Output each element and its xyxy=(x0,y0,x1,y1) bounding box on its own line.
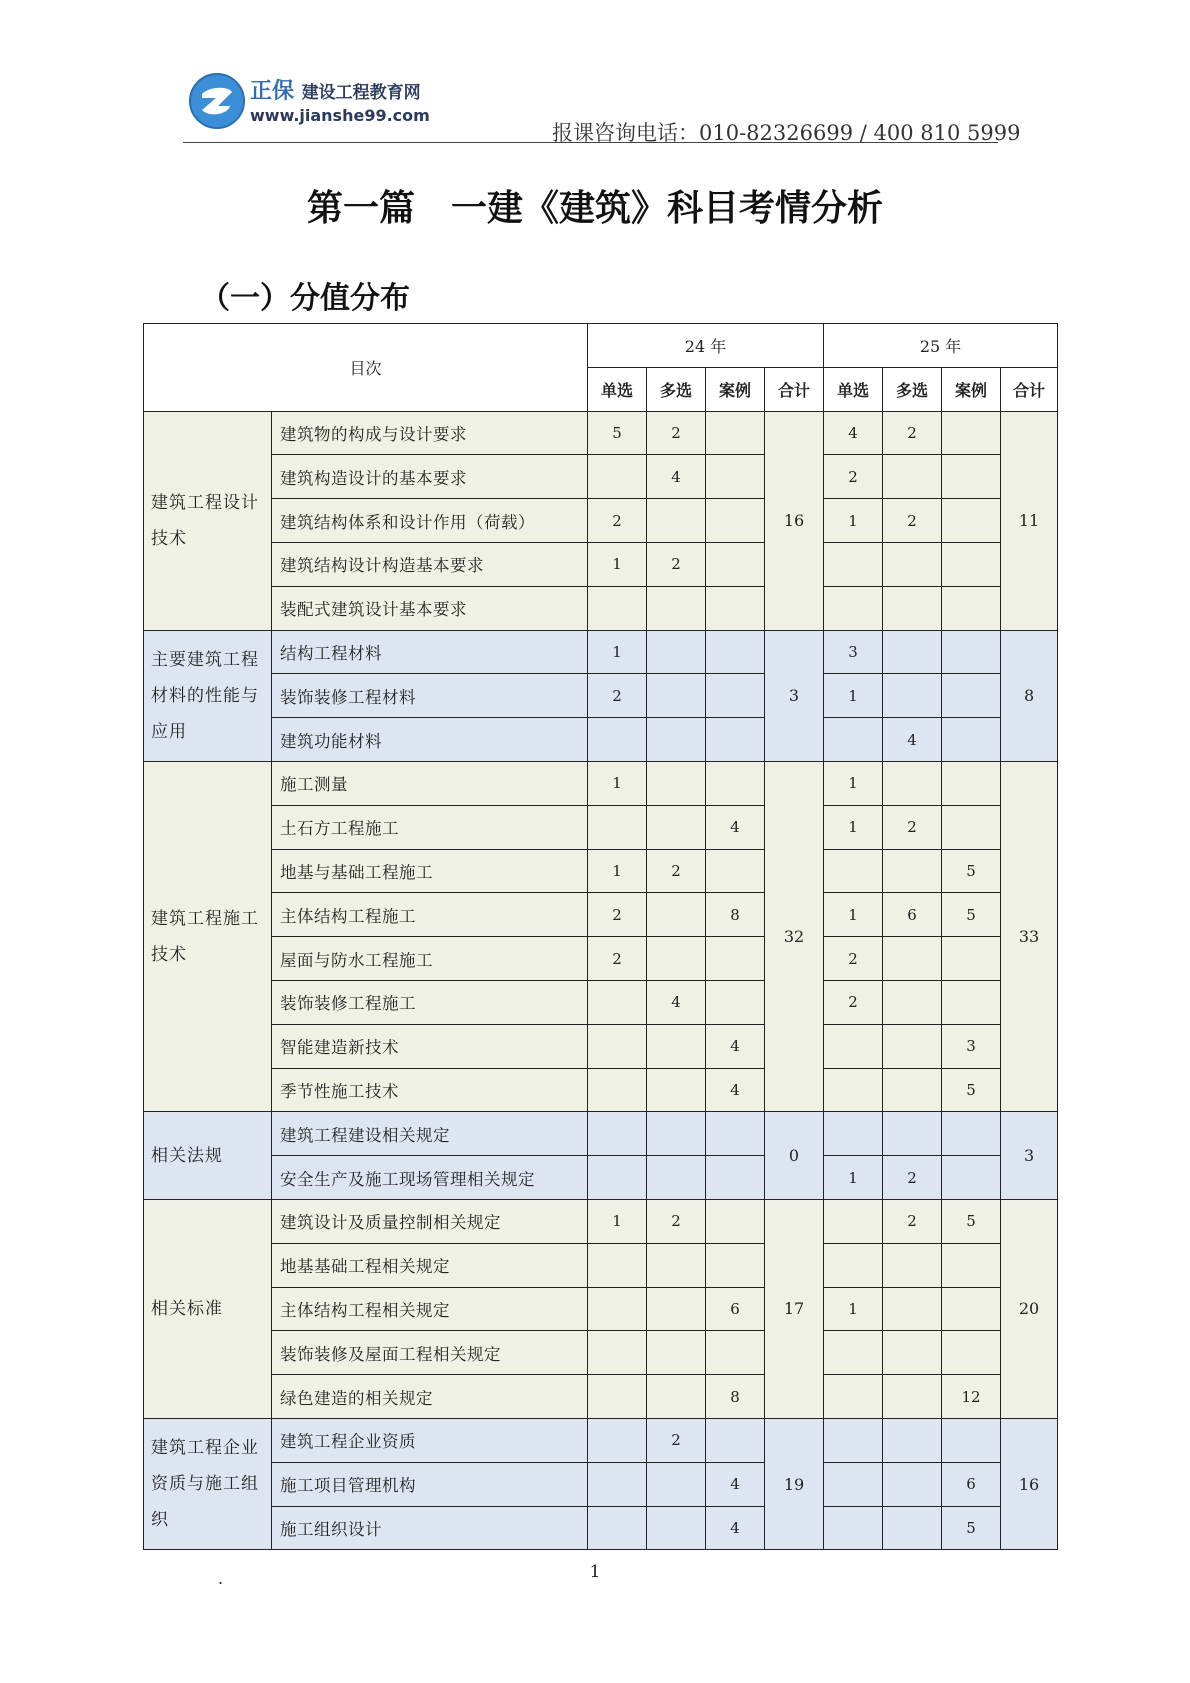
score-24-single: 5 xyxy=(588,411,647,455)
score-24-case xyxy=(706,1243,765,1287)
category-cell: 建筑工程施工技术 xyxy=(144,761,272,1111)
total-24-cell: 32 xyxy=(765,761,824,1111)
score-25-multi xyxy=(883,674,942,718)
score-24-multi xyxy=(647,1156,706,1200)
score-25-multi: 2 xyxy=(883,805,942,849)
score-25-multi xyxy=(883,1506,942,1550)
score-25-single xyxy=(824,1199,883,1243)
table-row xyxy=(144,586,1058,630)
score-24-single xyxy=(588,1024,647,1068)
score-24-case xyxy=(706,586,765,630)
item-cell: 装饰装修工程施工 xyxy=(272,980,588,1024)
item-cell: 绿色建造的相关规定 xyxy=(272,1375,588,1419)
score-25-case xyxy=(942,718,1001,762)
score-24-single: 2 xyxy=(588,674,647,718)
category-cell: 主要建筑工程材料的性能与应用 xyxy=(144,630,272,761)
logo-swirl-icon xyxy=(188,72,246,130)
score-24-case xyxy=(706,718,765,762)
score-25-case xyxy=(942,980,1001,1024)
item-cell: 结构工程材料 xyxy=(272,630,588,674)
logo-name xyxy=(250,74,421,105)
table-row xyxy=(144,937,1058,981)
score-25-case: 3 xyxy=(942,1024,1001,1068)
score-24-single xyxy=(588,1156,647,1200)
table-row xyxy=(144,805,1058,849)
score-24-case: 4 xyxy=(706,1068,765,1112)
category-cell: 相关法规 xyxy=(144,1112,272,1200)
logo-url: www.jianshe99.com xyxy=(250,106,430,125)
table-row xyxy=(144,893,1058,937)
total-24-cell: 3 xyxy=(765,630,824,761)
score-25-single: 1 xyxy=(824,674,883,718)
item-cell: 建筑物的构成与设计要求 xyxy=(272,411,588,455)
table-row xyxy=(144,1112,1058,1156)
score-24-multi xyxy=(647,1024,706,1068)
consult-phone: 报课咨询电话：010-82326699 / 400 810 5999 xyxy=(552,121,1021,145)
score-24-case: 8 xyxy=(706,893,765,937)
score-24-multi: 4 xyxy=(647,980,706,1024)
score-25-single xyxy=(824,1068,883,1112)
score-24-case: 4 xyxy=(706,1024,765,1068)
score-24-single xyxy=(588,1112,647,1156)
table-row xyxy=(144,1287,1058,1331)
score-25-case xyxy=(942,542,1001,586)
table-row xyxy=(144,980,1058,1024)
score-25-multi xyxy=(883,455,942,499)
score-25-single: 3 xyxy=(824,630,883,674)
item-cell: 建筑构造设计的基本要求 xyxy=(272,455,588,499)
footer-dot: . xyxy=(218,1569,224,1588)
score-25-multi xyxy=(883,586,942,630)
score-24-single xyxy=(588,1243,647,1287)
table-row xyxy=(144,1243,1058,1287)
score-24-single xyxy=(588,1462,647,1506)
item-cell: 智能建造新技术 xyxy=(272,1024,588,1068)
score-24-multi xyxy=(647,1331,706,1375)
total-25-cell: 20 xyxy=(1001,1199,1058,1418)
table-row xyxy=(144,674,1058,718)
score-24-single: 1 xyxy=(588,1199,647,1243)
score-25-case xyxy=(942,674,1001,718)
score-25-case xyxy=(942,586,1001,630)
score-25-multi xyxy=(883,761,942,805)
score-24-multi xyxy=(647,718,706,762)
score-25-multi: 4 xyxy=(883,718,942,762)
header-year-25: 25 年 xyxy=(824,324,1058,368)
score-25-case xyxy=(942,630,1001,674)
header-single-24: 单选 xyxy=(588,367,647,411)
item-cell: 土石方工程施工 xyxy=(272,805,588,849)
item-cell: 建筑结构设计构造基本要求 xyxy=(272,542,588,586)
score-25-multi xyxy=(883,1375,942,1419)
score-24-multi: 2 xyxy=(647,1418,706,1462)
total-25-cell: 8 xyxy=(1001,630,1058,761)
logo-brand: 正保 xyxy=(250,79,295,104)
item-cell: 建筑功能材料 xyxy=(272,718,588,762)
header-single-25: 单选 xyxy=(824,367,883,411)
score-25-case xyxy=(942,1331,1001,1375)
score-24-case xyxy=(706,499,765,543)
score-24-case: 4 xyxy=(706,1462,765,1506)
score-24-case xyxy=(706,849,765,893)
score-25-single xyxy=(824,1112,883,1156)
score-24-single xyxy=(588,805,647,849)
table-row xyxy=(144,1462,1058,1506)
item-cell: 安全生产及施工现场管理相关规定 xyxy=(272,1156,588,1200)
score-24-case xyxy=(706,674,765,718)
table-row xyxy=(144,718,1058,762)
score-24-case xyxy=(706,937,765,981)
score-table-body xyxy=(144,411,1058,1550)
total-24-cell: 0 xyxy=(765,1112,824,1200)
score-24-multi xyxy=(647,630,706,674)
score-24-single xyxy=(588,1418,647,1462)
score-24-single: 2 xyxy=(588,893,647,937)
score-24-case xyxy=(706,1331,765,1375)
score-24-case xyxy=(706,1418,765,1462)
score-24-single: 1 xyxy=(588,542,647,586)
score-25-case xyxy=(942,1243,1001,1287)
score-24-single xyxy=(588,980,647,1024)
score-25-single: 1 xyxy=(824,805,883,849)
header-divider xyxy=(183,142,998,143)
item-cell: 施工项目管理机构 xyxy=(272,1462,588,1506)
score-24-multi xyxy=(647,893,706,937)
score-24-multi xyxy=(647,1506,706,1550)
header-case-24: 案例 xyxy=(706,367,765,411)
score-25-case xyxy=(942,455,1001,499)
score-25-single xyxy=(824,1418,883,1462)
category-cell: 建筑工程企业资质与施工组织 xyxy=(144,1418,272,1549)
score-24-single xyxy=(588,1331,647,1375)
score-24-multi: 2 xyxy=(647,849,706,893)
score-24-case: 6 xyxy=(706,1287,765,1331)
score-25-case xyxy=(942,761,1001,805)
brand-logo xyxy=(188,70,488,140)
table-row xyxy=(144,1156,1058,1200)
header-multi-25: 多选 xyxy=(883,367,942,411)
score-25-multi xyxy=(883,630,942,674)
table-row xyxy=(144,1199,1058,1243)
table-row xyxy=(144,630,1058,674)
score-24-multi xyxy=(647,1112,706,1156)
item-cell: 装饰装修工程材料 xyxy=(272,674,588,718)
score-24-multi xyxy=(647,761,706,805)
score-25-case xyxy=(942,805,1001,849)
total-25-cell: 3 xyxy=(1001,1112,1058,1200)
score-25-single: 1 xyxy=(824,1156,883,1200)
score-24-multi xyxy=(647,1068,706,1112)
table-row xyxy=(144,411,1058,455)
total-25-cell: 16 xyxy=(1001,1418,1058,1549)
score-24-single xyxy=(588,1287,647,1331)
score-24-case xyxy=(706,1156,765,1200)
score-24-single: 1 xyxy=(588,849,647,893)
score-25-multi: 2 xyxy=(883,1156,942,1200)
score-25-case: 5 xyxy=(942,849,1001,893)
section-title: （一）分值分布 xyxy=(200,281,410,316)
score-24-case: 8 xyxy=(706,1375,765,1419)
item-cell: 地基基础工程相关规定 xyxy=(272,1243,588,1287)
score-25-single xyxy=(824,849,883,893)
score-24-multi xyxy=(647,1243,706,1287)
item-cell: 建筑工程企业资质 xyxy=(272,1418,588,1462)
score-25-multi xyxy=(883,1243,942,1287)
item-cell: 装配式建筑设计基本要求 xyxy=(272,586,588,630)
table-row xyxy=(144,1068,1058,1112)
item-cell: 地基与基础工程施工 xyxy=(272,849,588,893)
score-25-single xyxy=(824,1331,883,1375)
score-25-multi: 2 xyxy=(883,411,942,455)
score-24-multi: 2 xyxy=(647,411,706,455)
score-25-case: 5 xyxy=(942,1199,1001,1243)
score-24-multi xyxy=(647,1287,706,1331)
score-25-multi xyxy=(883,1331,942,1375)
table-row xyxy=(144,1418,1058,1462)
score-24-case xyxy=(706,455,765,499)
score-25-single: 1 xyxy=(824,1287,883,1331)
header-multi-24: 多选 xyxy=(647,367,706,411)
score-24-case xyxy=(706,630,765,674)
score-25-multi xyxy=(883,1068,942,1112)
score-25-case xyxy=(942,1418,1001,1462)
score-24-single xyxy=(588,455,647,499)
score-24-single: 2 xyxy=(588,937,647,981)
header-total-24: 合计 xyxy=(765,367,824,411)
total-25-cell: 33 xyxy=(1001,761,1058,1111)
page-number: 1 xyxy=(589,1562,601,1582)
item-cell: 装饰装修及屋面工程相关规定 xyxy=(272,1331,588,1375)
score-24-case xyxy=(706,980,765,1024)
score-24-case xyxy=(706,1112,765,1156)
score-24-single: 2 xyxy=(588,499,647,543)
category-cell: 建筑工程设计技术 xyxy=(144,411,272,630)
score-24-single xyxy=(588,1506,647,1550)
score-25-case xyxy=(942,499,1001,543)
score-25-multi xyxy=(883,1418,942,1462)
score-25-multi xyxy=(883,937,942,981)
score-25-single xyxy=(824,1243,883,1287)
header-catalog: 目次 xyxy=(144,324,588,412)
item-cell: 建筑工程建设相关规定 xyxy=(272,1112,588,1156)
item-cell: 屋面与防水工程施工 xyxy=(272,937,588,981)
table-row xyxy=(144,1506,1058,1550)
item-cell: 施工测量 xyxy=(272,761,588,805)
header-year-24: 24 年 xyxy=(588,324,824,368)
score-24-case xyxy=(706,1199,765,1243)
score-25-multi xyxy=(883,1287,942,1331)
score-24-single xyxy=(588,1068,647,1112)
score-25-multi xyxy=(883,1024,942,1068)
page-title: 第一篇 一建《建筑》科目考情分析 xyxy=(306,188,883,229)
score-24-case xyxy=(706,542,765,586)
table-row xyxy=(144,455,1058,499)
score-24-single: 1 xyxy=(588,630,647,674)
score-25-single xyxy=(824,1506,883,1550)
score-24-multi xyxy=(647,586,706,630)
table-row xyxy=(144,849,1058,893)
score-24-case xyxy=(706,411,765,455)
score-25-single xyxy=(824,1375,883,1419)
score-distribution-table xyxy=(143,323,1058,1550)
table-row xyxy=(144,542,1058,586)
score-24-case xyxy=(706,761,765,805)
logo-subname: 建设工程教育网 xyxy=(301,83,421,103)
score-25-case xyxy=(942,1156,1001,1200)
score-25-single: 4 xyxy=(824,411,883,455)
total-25-cell: 11 xyxy=(1001,411,1058,630)
score-24-multi: 2 xyxy=(647,1199,706,1243)
score-25-case xyxy=(942,411,1001,455)
score-24-multi xyxy=(647,674,706,718)
total-24-cell: 17 xyxy=(765,1199,824,1418)
score-24-single: 1 xyxy=(588,761,647,805)
score-25-case xyxy=(942,937,1001,981)
table-row xyxy=(144,1331,1058,1375)
score-24-single xyxy=(588,586,647,630)
score-25-single: 1 xyxy=(824,499,883,543)
header-total-25: 合计 xyxy=(1001,367,1058,411)
score-25-multi: 6 xyxy=(883,893,942,937)
score-24-multi: 2 xyxy=(647,542,706,586)
table-row xyxy=(144,1024,1058,1068)
score-25-single xyxy=(824,542,883,586)
score-25-multi xyxy=(883,542,942,586)
item-cell: 建筑结构体系和设计作用（荷载） xyxy=(272,499,588,543)
score-25-case: 5 xyxy=(942,1068,1001,1112)
score-24-single xyxy=(588,1375,647,1419)
score-24-multi xyxy=(647,1462,706,1506)
score-25-multi: 2 xyxy=(883,1199,942,1243)
score-25-single: 2 xyxy=(824,455,883,499)
score-24-single xyxy=(588,718,647,762)
score-25-multi xyxy=(883,1462,942,1506)
total-24-cell: 16 xyxy=(765,411,824,630)
item-cell: 施工组织设计 xyxy=(272,1506,588,1550)
score-24-case: 4 xyxy=(706,805,765,849)
score-24-multi xyxy=(647,1375,706,1419)
score-25-case: 5 xyxy=(942,1506,1001,1550)
score-25-single xyxy=(824,1462,883,1506)
score-25-case: 5 xyxy=(942,893,1001,937)
score-25-single xyxy=(824,586,883,630)
total-24-cell: 19 xyxy=(765,1418,824,1549)
score-25-multi: 2 xyxy=(883,499,942,543)
table-row xyxy=(144,761,1058,805)
score-25-multi xyxy=(883,1112,942,1156)
score-24-multi xyxy=(647,805,706,849)
item-cell: 季节性施工技术 xyxy=(272,1068,588,1112)
score-25-single xyxy=(824,1024,883,1068)
score-25-multi xyxy=(883,980,942,1024)
score-25-multi xyxy=(883,849,942,893)
score-25-case xyxy=(942,1287,1001,1331)
score-24-multi xyxy=(647,937,706,981)
score-25-case xyxy=(942,1112,1001,1156)
score-24-multi xyxy=(647,499,706,543)
score-25-case: 12 xyxy=(942,1375,1001,1419)
score-25-single xyxy=(824,718,883,762)
score-25-single: 1 xyxy=(824,893,883,937)
score-24-multi: 4 xyxy=(647,455,706,499)
item-cell: 主体结构工程相关规定 xyxy=(272,1287,588,1331)
score-25-single: 2 xyxy=(824,937,883,981)
table-row xyxy=(144,1375,1058,1419)
item-cell: 主体结构工程施工 xyxy=(272,893,588,937)
score-25-case: 6 xyxy=(942,1462,1001,1506)
score-24-case: 4 xyxy=(706,1506,765,1550)
score-25-single: 2 xyxy=(824,980,883,1024)
score-25-single: 1 xyxy=(824,761,883,805)
item-cell: 建筑设计及质量控制相关规定 xyxy=(272,1199,588,1243)
category-cell: 相关标准 xyxy=(144,1199,272,1418)
header-case-25: 案例 xyxy=(942,367,1001,411)
table-row xyxy=(144,499,1058,543)
